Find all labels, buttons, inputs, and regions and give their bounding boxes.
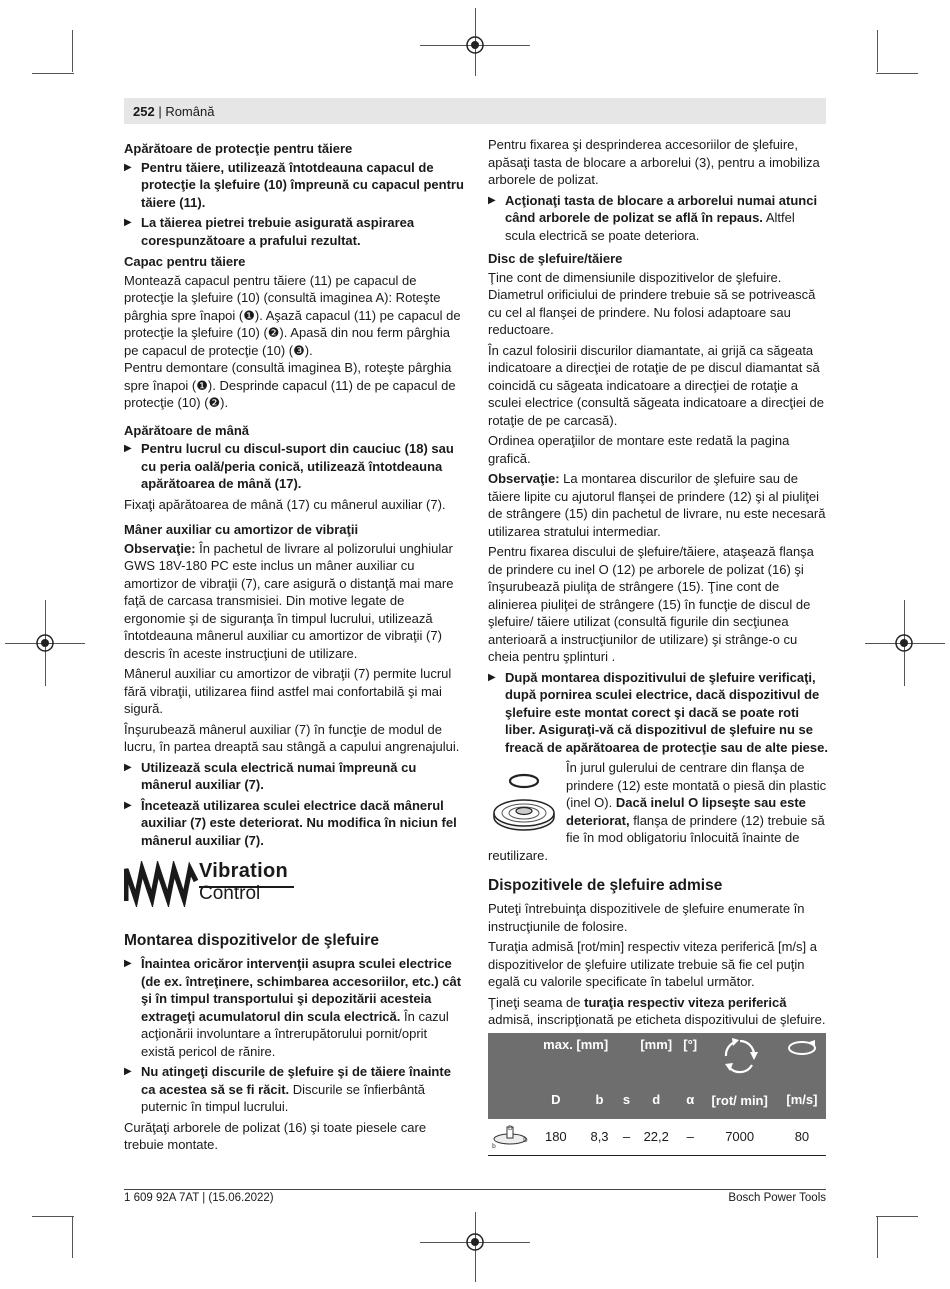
paragraph: Ţine cont de dimensiunile dispozitivelor de şlefuire. Diametrul orificiului de prindere trebuie să se potrivească cu cel al flanşei de prindere. Nu folosi adaptoare sau reductoare. (488, 269, 816, 337)
paragraph: Înşurubează mânerul auxiliar (7) în funcţie de modul de lucru, în partea dreaptă sau stângă a capului angrenajului. (124, 721, 460, 754)
footer-brand: Bosch Power Tools (728, 1192, 826, 1204)
paragraph (124, 540, 464, 663)
warning-bullet (124, 955, 464, 1060)
table-header-cell (701, 1033, 777, 1082)
note-text: La montarea discurilor de şlefuire sau de tăiere lipite cu ajutorul flanşei de prindere (12) şi al piuliţei de strângere (15) din pachetul de livrare, nu este necesară utilizarea stratului intermediar. (488, 471, 826, 539)
paragraph: Curăţaţi arborele de polizat (16) şi toate piesele care trebuie montate. (124, 1119, 427, 1152)
rotation-speed-icon (721, 1036, 759, 1076)
registration-mark-icon (464, 1231, 486, 1253)
left-column (124, 136, 464, 1157)
peripheral-speed-icon (785, 1036, 819, 1058)
paragraph: Montează capacul pentru tăiere (11) pe capacul de protecţie la şlefuire (10) (consultă imaginea A): Roteşte pârghia spre înapoi (❶). Aşază capacul (11) pe capacul de protecţie la şlefuire (10) (❷). Apasă din nou ferm pârghia pe capacul de protecţie (10) (❸). (124, 272, 461, 358)
table-cell: 80 (778, 1119, 826, 1155)
table-header-cell (778, 1033, 826, 1082)
warning-bullet: ▶ Utilizează scula electrică numai împreună cu mânerul auxiliar (7). (124, 759, 464, 794)
table-cell: 7000 (701, 1119, 777, 1155)
bullet-bold: Înaintea oricăror intervenţii asupra sculei electrice (de ex. întreţinere, schimbarea accesoriilor, etc.) cât şi în timpul transportului şi depozitării acesteia extrageţi acumulatorul din scula electrică. (141, 956, 462, 1024)
crop-mark (32, 73, 74, 74)
table-cell (488, 1119, 532, 1155)
crop-mark (72, 30, 73, 72)
table-subheader-row (488, 1081, 826, 1119)
table-header-cell: d (634, 1081, 679, 1119)
registration-mark-icon (464, 34, 486, 56)
disc-label-D: D (523, 1136, 528, 1144)
table-header-cell: s (619, 1081, 633, 1119)
bullet-text: În cazul acţionării involuntare a întrerupătorului pornit/oprit există pericol de rănire. (141, 1008, 449, 1059)
paragraph: Fixaţi apărătoarea de mână (17) cu mânerul auxiliar (7). (124, 496, 446, 512)
section-heading: Capac pentru tăiere (124, 254, 246, 269)
table-cell: – (679, 1119, 702, 1155)
paragraph: Pentru fixarea discului de şlefuire/tăiere, ataşează flanşa de prindere cu inel O (12) pe arborele de polizat (16) şi înşurubează piuliţa de strângere (15). Ţine cont de alinierea piuliţei de strângere (15) în funcţie de discul de şlefuire/ tăiere utilizat (consultă figurile din secţiunea anterioară a instrucţiunilor de utilizare) şi strânge-o cu cheia pentru şplinturi . (488, 544, 814, 664)
warning-bullet: ▶ Pentru lucrul cu discul-suport din cauciuc (18) sau cu peria oală/peria conică, utilizează întotdeauna apărătoarea de mână (17). (124, 440, 464, 493)
section-heading: Apărătoare de protecţie pentru tăiere (124, 141, 353, 156)
registration-mark-icon (34, 632, 56, 654)
page-header (124, 98, 826, 124)
warning-bullet (124, 1063, 464, 1116)
note-label: Observaţie: (124, 540, 196, 556)
crop-mark (876, 1216, 918, 1217)
table-header-cell (488, 1081, 532, 1119)
bullet-bold: Nu atingeţi discurile de şlefuire şi de tăiere înainte ca acestea să se fi răcit. (141, 1064, 451, 1097)
warning-bullet: ▶ La tăierea pietrei trebuie asigurată aspirarea corespunzătoare a prafului rezultat. (124, 214, 464, 249)
warning-bullet: ▶ După montarea dispozitivului de şlefuire verificaţi, după pornirea sculei electrice, dacă dispozitivul de şlefuire este montat corect şi dacă se poate roti liber. Asiguraţi-vă că dispozitivul de şlefuire nu se freacă de apărătoarea de protecţie sau de alte piese. (488, 669, 828, 757)
oring-block (488, 759, 828, 864)
table-header-cell: D (532, 1081, 580, 1119)
grinding-disc-icon (490, 1121, 530, 1149)
logo-word-control: Control (199, 883, 261, 904)
warning-bullet: ▶ Încetează utilizarea sculei electrice dacă mânerul auxiliar (7) este deteriorat. Nu modifica în niciun fel mânerul auxiliar (7). (124, 797, 464, 850)
table-header-cell (619, 1033, 633, 1082)
table-header-cell: [mm] (634, 1033, 679, 1082)
table-header-cell: [°] (679, 1033, 702, 1082)
vibration-wave-icon (124, 861, 198, 907)
crop-mark (877, 1216, 878, 1258)
oring-bold: Dacă inelul O lipseşte sau este deteriorat, (566, 795, 806, 828)
paragraph (488, 994, 828, 1029)
table-header-cell (488, 1033, 532, 1082)
table-header-cell: α (679, 1081, 702, 1119)
disc-label-b: b (492, 1142, 496, 1149)
registration-mark-icon (893, 632, 915, 654)
table-header-cell: [m/s] (778, 1081, 826, 1119)
right-column (488, 136, 828, 1156)
paragraph (488, 470, 828, 540)
table-header-row (488, 1033, 826, 1082)
section-title: Montarea dispozitivelor de şlefuire (124, 932, 379, 949)
paragraph: Pentru demontare (consultă imaginea B), roteşte pârghia spre înapoi (❶). Desprinde capacul (11) de pe capacul de protecţie (10) (❷). (124, 360, 456, 410)
footer-divider (124, 1189, 826, 1190)
table-header-cell: b (580, 1081, 620, 1119)
paragraph: Puteţi întrebuinţa dispozitivele de şlefuire enumerate în instrucţiunile de folosire. (488, 901, 805, 934)
paragraph: Ordinea operaţiilor de montare este redată la pagina grafică. (488, 433, 790, 466)
warning-bullet: ▶ Pentru tăiere, utilizează întotdeauna capacul de protecţie la şlefuire (10) împreună cu capacul pentru tăiere (11). (124, 159, 464, 212)
bullet-text: Discurile se înfierbântă puternic în timpul lucrului. (141, 1081, 426, 1114)
table-cell: 180 (532, 1119, 580, 1155)
note-label: Observaţie: (488, 471, 560, 486)
crop-mark (32, 1216, 74, 1217)
table-cell: 8,3 (580, 1119, 620, 1155)
crop-mark (877, 30, 878, 72)
grinding-tools-table (488, 1033, 826, 1156)
crop-mark (72, 1216, 73, 1258)
table-cell: – (619, 1119, 633, 1155)
bullet-text: Altfel scula electrică se poate deteriora. (505, 210, 795, 243)
warning-bullet (488, 192, 828, 245)
logo-word-vibration: Vibration (199, 860, 289, 882)
bullet-bold: Acţionaţi tasta de blocare a arborelui numai atunci când arborele de polizat se află în repaus. (505, 192, 818, 225)
page-language: Română (165, 104, 215, 119)
section-heading: Disc de şlefuire/tăiere (488, 251, 623, 266)
page-number: 252 (133, 104, 155, 119)
table-header-cell: max. [mm] (532, 1033, 619, 1082)
page-header-text: 252 | Română (133, 104, 215, 119)
disc-label-d: D (508, 1124, 513, 1132)
paragraph: În cazul folosirii discurilor diamantate, ai grijă ca săgeata indicatoare a direcţiei de rotaţie de pe discul diamantat să coincidă cu săgeata indicatoare a direcţiei de rotaţie a sculei electrice (consultă săgeata indicatoare a direcţiei de rotaţie de pe carcasă). (488, 342, 825, 428)
section-title: Dispozitivele de şlefuire admise (488, 877, 723, 894)
crop-mark (876, 73, 918, 74)
table-row (488, 1119, 826, 1155)
table-header-cell: [rot/ min] (701, 1081, 777, 1119)
section-heading: Apărătoare de mână (124, 422, 249, 438)
footer-doc-id: 1 609 92A 7AT | (15.06.2022) (124, 1192, 274, 1204)
vibration-control-logo (124, 861, 464, 919)
paragraph: Pentru fixarea şi desprinderea accesoriilor de şlefuire, apăsaţi tasta de blocare a arborelui (3), pentru a imobiliza arborele de polizat. (488, 137, 820, 187)
text-part: admisă, inscripţionată pe eticheta dispozitivului de şlefuire. (488, 1012, 826, 1027)
text-part: Ţineţi seama de (488, 994, 585, 1010)
oring-text: În jurul gulerului de centrare din flanşa de prindere (12) este montată o piesă din plastic (inel O). (566, 760, 827, 810)
note-text: În pachetul de livrare al polizorului unghiular GWS 18V-180 PC este inclus un mâner auxiliar cu amortizor de vibraţii (7), care asigură o distanţă mai mare faţă de carcasa transmisiei. Din motive legate de ergonomie şi de siguranţa în timpul lucrului, utilizează întotdeauna mânerul auxiliar cu amortizor de vibraţii (7) descris în aceste instrucţiuni de utilizare. (124, 540, 454, 661)
section-heading: Mâner auxiliar cu amortizor de vibraţii (124, 522, 359, 537)
paragraph: Mânerul auxiliar cu amortizor de vibraţii (7) permite lucrul fără vibraţii, utilizarea fiind astfel mai confortabilă şi mai sigură. (124, 666, 452, 716)
text-bold: turaţia respectiv viteza periferică (584, 994, 787, 1010)
paragraph: Turaţia admisă [rot/min] respectiv viteza periferică [m/s] a dispozitivelor de şlefuire utilizate trebuie să fie cel puţin egală cu valorile specificate în tabelul următor. (488, 939, 817, 989)
oring-rest: flanşa de prindere (12) trebuie să fie în mod obligatoriu înlocuită înainte de reutilizare. (488, 812, 825, 863)
o-ring-flange-icon (488, 761, 560, 843)
table-cell: 22,2 (634, 1119, 679, 1155)
